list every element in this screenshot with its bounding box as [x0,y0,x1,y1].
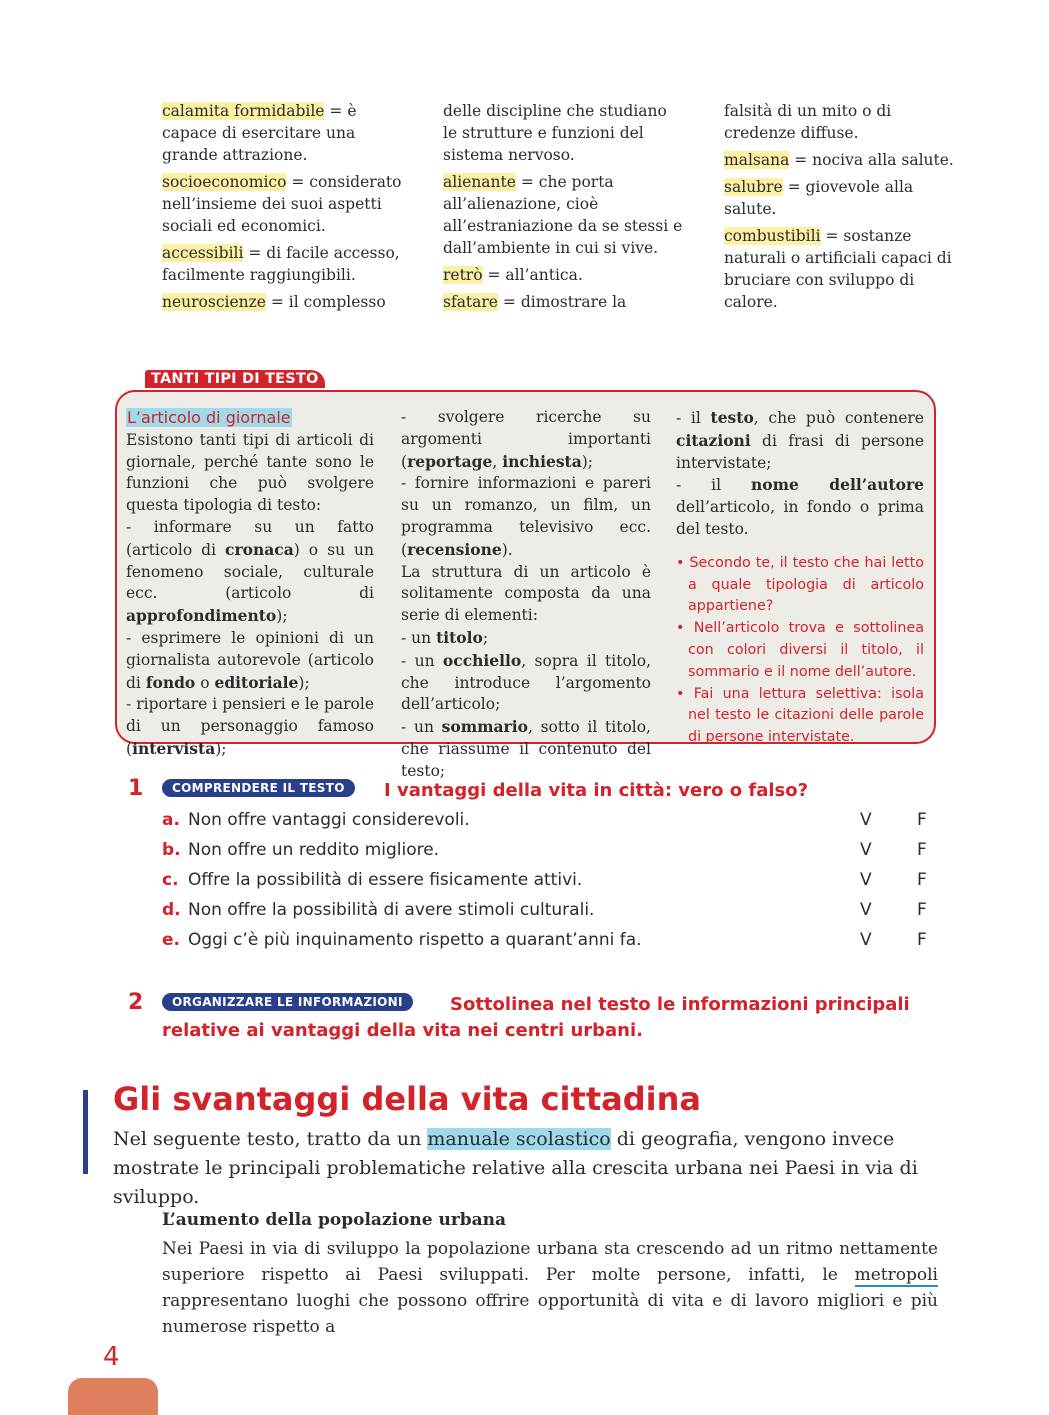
glossary-entry: neuroscienze = il complesso [162,293,386,311]
false-option[interactable]: F [917,840,927,860]
false-option[interactable]: F [917,930,927,950]
true-option[interactable]: V [860,900,872,920]
false-option[interactable]: F [917,810,927,830]
false-option[interactable]: F [917,900,927,920]
true-false-item: d. Non offre la possibilità di avere stimoli culturali. V F [162,900,927,920]
true-false-item: e. Oggi c’è più inquinamento rispetto a quarant’anni fa. V F [162,930,927,950]
box-column-3: - il testo, che può contenere citazioni di frasi di persone intervistate; - il nome dell’autore dell’articolo, in fondo o prima del testo. • Secondo te, il testo che hai letto a quale tipologia di articolo appartiene? • Nell’articolo trova e sottolinea con colori diversi il titolo, il sommario e il nome dell’autore. • Fai una lettura selettiva: isola nel testo le citazioni delle parole di persone intervistate. [676,407,924,749]
glossary-entry: alienante = che porta all’alienazione, cioè all’estraniazione da se stessi e dall’ambiente in cui si vive. [443,173,683,257]
box-column-1: L’articolo di giornale Esistono tanti tipi di articoli di giornale, perché tante sono le funzioni che può svolgere questa tipologia di testo: - informare su un fatto (articolo di cronaca) o su un fenomeno sociale, culturale ecc. (articolo di approfondimento); - esprimere le opinioni di un giornalista autorevole (articolo di fondo o editoriale); - riportare i pensieri e le parole di un personaggio famoso (intervista); [126,408,375,758]
box-column-2: - svolgere ricerche su argomenti importanti (reportage, inchiesta); - fornire informazioni e pareri su un romanzo, un film, un programma televisivo ecc. (recensione). La struttura di un articolo è solitamente composta da una serie di elementi: - un titolo; - un occhiello, sopra il titolo, che introduce l’argomento dell’articolo; - un sommario, sotto il titolo, che riassume il contenuto del testo; [401,408,652,780]
section-title: Gli svantaggi della vita cittadina [113,1080,701,1118]
glossary-column-3 [724,100,954,318]
exercise-2-title-line-1: Sottolinea nel testo le informazioni principali [450,994,910,1015]
exercise-2-number: 2 [128,990,144,1015]
glossary-entry: delle discipline che studiano le strutture e funzioni del sistema nervoso. [443,102,667,164]
exercise-2-badge: ORGANIZZARE LE INFORMAZIONI [162,993,413,1011]
glossary-entry: retrò = all’antica. [443,266,583,284]
glossary-column-2 [443,100,683,318]
exercise-1-number: 1 [128,776,144,801]
true-false-item: b. Non offre un reddito migliore. V F [162,840,927,860]
true-option[interactable]: V [860,930,872,950]
body-paragraph: Nei Paesi in via di sviluppo la popolazione urbana sta crescendo ad un ritmo nettamente superiore rispetto ai Paesi sviluppati. Per molte persone, infatti, le metropoli rappresentano luoghi che possono offrire opportunità di vita e di lavoro migliori e più numerose rispetto a [162,1239,938,1337]
glossary-entry: malsana = nociva alla salute. [724,151,954,169]
true-option[interactable]: V [860,840,872,860]
box-question: • Fai una lettura selettiva: isola nel testo le citazioni delle parole di persone intervistate. [676,685,924,746]
true-option[interactable]: V [860,870,872,890]
glossary-entry: salubre = giovevole alla salute. [724,178,914,218]
glossary-column-1 [162,100,402,318]
glossary-entry: sfatare = dimostrare la [443,293,627,311]
true-false-item: c. Offre la possibilità di essere fisicamente attivi. V F [162,870,927,890]
section-intro: Nel seguente testo, tratto da un manuale scolastico di geografia, vengono invece mostrate le principali problematiche relative alla crescita urbana nei Paesi in via di sviluppo. [113,1128,918,1208]
exercise-1-title: I vantaggi della vita in città: vero o falso? [384,780,809,801]
page-tab [68,1378,158,1415]
page-number: 4 [103,1342,120,1372]
section-accent-bar [83,1090,88,1174]
glossary-entry: socioeconomico = considerato nell’insieme dei suoi aspetti sociali ed economici. [162,173,402,235]
glossary-entry: combustibili = sostanze naturali o artificiali capaci di bruciare con sviluppo di calore. [724,227,952,311]
exercise-2-title-line-2: relative ai vantaggi della vita nei centri urbani. [162,1020,643,1041]
glossary-entry: falsità di un mito o di credenze diffuse. [724,102,892,142]
glossary-entry: calamita formidabile = è capace di esercitare una grande attrazione. [162,102,357,164]
glossary-entry: accessibili = di facile accesso, facilmente raggiungibili. [162,244,400,284]
true-false-item: a. Non offre vantaggi considerevoli. V F [162,810,927,830]
exercise-1-badge: COMPRENDERE IL TESTO [162,779,355,797]
subsection-title: L’aumento della popolazione urbana [162,1210,507,1230]
false-option[interactable]: F [917,870,927,890]
box-question: • Nell’articolo trova e sottolinea con colori diversi il titolo, il sommario e il nome dell’autore. [676,620,925,680]
box-title: L’articolo di giornale [127,408,291,427]
box-question: • Secondo te, il testo che hai letto a quale tipologia di articolo appartiene? [676,554,924,615]
box-tag: TANTI TIPI DI TESTO [145,370,325,388]
true-option[interactable]: V [860,810,872,830]
